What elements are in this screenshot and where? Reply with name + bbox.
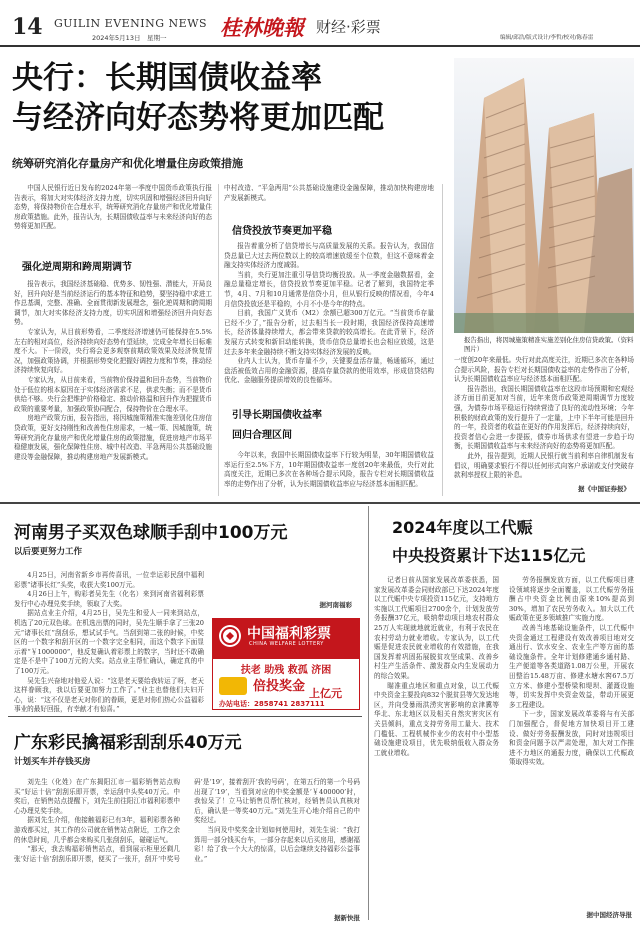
column-divider [368,506,369,920]
ad-phone-row [219,699,325,709]
lottery-ad [212,618,360,710]
article1-para: 目前，我国广义货币（M2）余额已超300万亿元。“当前货币存量已经不少了，”报告分析，过去相当长一段时期，我国经济保持高速增长，经济体量持续增大，都会带来贷款的较高增长。在此背景下，经济发展方式转变和新旧动能转换，货币信贷总量增长也会相应放缓，这是过去多年来金融持续不断支持实体经济发展的反映。 [224,309,434,356]
issue-date: 2024年5月13日 星期一 [92,34,167,42]
article1-para: 当前，央行更加注重引导信贷均衡投放。从一季度金融数据看，金融总量稳定增长，信贷投放节奏更加平稳。记者了解到，我国特定季节，4月、7月和10月通常是信贷小月，但从银行反映的情况看，今年4月信贷投放还是平稳的，小月不小是今年的特点。 [224,270,434,308]
page-number: 14 [12,14,43,40]
article3-signature: 据新快报 [334,914,360,922]
article1-para: 专家认为，从目前来看，当前物价保持温和回升态势，当前物价处于低位的根本原因在于实体经济需求不足，供求失衡；而不是货币供给不够。央行会把维护价格稳定、推动价格温和回升作为把握货币政策的重要考量，加强政策协同配合，保持物价在合理水平。 [14,375,212,413]
article4-para: 劳务报酬发放方面，以工代赈项目建设领域将逐步全面覆盖，以工代赈劳务报酬占中央资金比例由原来10%提高到30%，增加了农民劳务收入。加大以工代赈政策在更多领域推广实施力度。 [509,576,634,623]
ad-promo: 倍投奖金 [253,679,306,694]
main-headline-line2: 与经济向好态势将更加匹配 [12,100,384,136]
article1-para: 今年以来，我国中长期国债收益率下行较为明显，30年期国债收益率运行至2.5%下方，10年期国债收益率一度创20年来最低，央行对此高度关注，近期已多次在各种场合提示风险，报告专栏对长期国债收益率的走势作出了分析，认为长期国债收益率应与经济基本面相匹配。 [224,451,434,488]
article4-headline-line1: 2024年度以工代赈 [392,518,533,537]
main-subtitle: 统筹研究消化存量房产和优化增量住房政策措施 [12,157,243,170]
article2-para: 吴先生兴奋地对他爱人说：“这是老天要给我转运了呀，老天这样眷顾我，我以后要更加努力工作了。”业主也替他们夫妇开心，说：“这不仅是老天对你们的眷顾，更是对你们热心公益福彩事业的最好回报，有幸献才有惊喜。” [14,676,204,714]
article1-signature: 据《中国证券报》 [578,485,630,493]
article3-para: “那天，我去购福彩销售站点，看到展示柜里还剩几张‘好运十倍’刮刮乐即开票，便买了一张开，刮开‘中奖号码’是‘19’，接着刮开‘我的号码’，在第五行的第一个号码出现了‘19’，当看到对应的中奖金额是‘￥400000’时，我惊呆了！立马让销售员帮忙核对，经销售员认真核对后，确认是一等奖40万元。”刘先生开心地介绍自己的中奖经过。 [14,778,360,863]
article1-col3 [454,356,634,482]
column-divider [218,184,219,496]
ad-brand-cn: 中国福利彩票 [247,626,331,642]
article3-headline: 广东彩民擒福彩刮刮乐40万元 [14,733,242,753]
article1-para: 报告着重分析了信贷增长与高质量发展的关系。报告认为，我国信贷总量已大过去两位数以上的较高增速放缓至个位数，但这不意味着金融支持实体经济力度减弱。 [224,242,434,270]
paper-name: GUILIN EVENING NEWS [54,17,208,30]
article1-para: 中村改造、“平急两用”公共基础设施建设金融保障，推动加快构建房地产发展新模式。 [224,184,434,202]
ad-phone-number: 2858741 2837111 [254,700,325,708]
article1-para: 此外，报告提到，近期人民银行就当前利率自律机制发布倡议，明确要求银行不得以任何形式向客户承诺或支付突破存款利率授权上限的补息。 [454,451,634,480]
article1-para: 业内人士认为，货币存量不少，关键要盘活存量，畅通循环，通过盘活被低效占用的金融资源，提高存量贷款的使用效率，形成信贷结构优化、金融服务提质增效的良性循环。 [224,357,434,385]
header-rule [0,45,640,47]
article4-para: 瞄准重点地区和重点对象，以工代赈中央资金主要投向832个脱贫县等欠发达地区，并向受暴雨洪涝灾害影响的京津冀等华北、东北地区以及相关自然灾害灾区有关县倾斜，重点支持劳务用工量大、技术门槛低、工程机械作业少的农村中小型基础设施建设项目，优先吸纳低收入群众务工就业增收。 [374,681,499,757]
article2-para: 据站点业主介绍，4月25日，吴先生和爱人一同来到站点，机选了20元双色球。在机选出票的同时，吴先生顺手拿了三张20元“诸事长红”刮刮乐，想试试手气。当刮到第二张的时候，中奖区的一个数字和刮开区的一个数字完全相同，而这个数字下面显示着“￥1000000”，他反复确认着彩票上的数字，当时还不敢确定是不是中了100万元的大奖。站点业主帮忙确认，确定真的中了100万元。 [14,609,204,675]
lottery-logo-icon [219,625,241,647]
article1-subhead2: 信贷投放节奏更加平稳 [232,226,332,237]
article1-subhead1: 强化逆周期和跨周期调节 [22,262,132,273]
article1-para: 一度创20年来最低。央行对此高度关注，近期已多次在各种场合提示风险，报告专栏对长期国债收益率的走势作出了分析，认为长期国债收益率应与经济基本面相匹配。 [454,356,634,384]
editor-credits: 编辑/邱浩/版式设计/李哲/校对/陈春雷 [500,35,594,41]
ad-banner [213,619,359,659]
article4-para: 改善当地基础设施条件，以工代赈中央资金通过工程建设有效改善项目地对交通出行、饮水安全、农业生产等方面的基础设施条件。全年计划修建通乡通村路、生产便道等各类道路1.08万公里，开展农田整治15.48万亩、修建水塘水窖67.5万立方米、修建小型桥梁和堤坝、灌溉设施等，切实发挥中央资金效益，带动开展更多工程建设。 [509,623,634,709]
building-photo [454,58,634,333]
section-rule [0,502,640,504]
article1-lead: 中国人民银行近日发布的2024年第一季度中国货币政策执行报告表示，将加大对实体经济支持力度，切实巩固和增强经济回升向好态势，将保持物价在合理水平，统筹研究消化存量房产和优化增量住房政策措施。此外，报告认为，长期国债收益率与未来经济向好的态势将更加匹配。 [14,184,212,231]
article4-headline [392,514,585,570]
article1-col2-tail [224,451,434,495]
article3-subtitle: 计划买车并存钱买房 [14,757,91,767]
article3-para: 据刘先生介绍，他接触福彩已有3年，福利彩票各种游戏都买过，其工作的公司就在销售站点附近，工作之余的休息时间，几乎都会来购买几张刮刮乐，碰碰运气。 [14,816,180,844]
paper-logo: 桂林晚報 [220,15,304,40]
photo-caption: 报告指出，将因城施策精准实施差别化住房信贷政策。（资料图片） [464,336,634,353]
article2-para: 4月25日，河南省新乡市再传喜讯，一位幸运彩民刮中福利彩票“诸事长红”头奖，收获大奖100万元。 [14,571,204,589]
article1-para: 专家认为，从目前形势看，二季度经济增速仍可能保持在5.5%左右的相对高位，经济持续向好态势有望延续，完成全年增长目标难度不大。下一阶段，央行将会更多观察前期政策效果及经济恢复情况，加强政策协调，并根据形势变化把握好调控力度和节奏，推动经济持续恢复向好。 [14,327,212,375]
article2-para: 4月26日上午，购彩者吴先生（化名）来到河南省福利彩票发行中心办理兑奖手续，领取了大奖。 [14,590,204,608]
article1-para: 报告表示，我国经济基础稳、优势多、韧性强、潜能大，开局良好，回升向好是当前经济运行的基本特征和趋势，要坚持稳中求进工作总基调，完整、准确、全面贯彻新发展理念，强化逆周期和跨周期调节，加大对实体经济支持力度，切实巩固和增强经济回升向好态势。 [14,280,212,327]
article1-col2 [224,184,434,206]
column-divider [442,184,443,496]
article2-signature: 据河南福彩 [319,601,352,609]
ad-phone-label: 办站电话： [219,700,254,708]
article4-signature: 据中国经济导报 [586,911,632,919]
article4-para: 记者日前从国家发展改革委获悉，国家发展改革委会同财政部已下达2024年度以工代赈中央专项投资115亿元，支持地方实施以工代赈项目2700余个，计划发放劳务报酬37亿元，吸纳带动项目地农村群众25万人实现就地就近就业，有利于农民在农村劳动力就业增收。专家认为，以工代赈是促进农民就业增收的有效措施，在我国发挥着巩固拓展脱贫攻坚成果、改善乡村生产生活条件、激发群众内生发展动力的综合效果。 [374,576,499,680]
article1-col1 [14,184,212,232]
article3-body [14,778,360,916]
main-headline [12,58,384,138]
article4-headline-line2: 中央投资累计下达115亿元 [392,546,586,565]
ad-brand-en: CHINA WELFARE LOTTERY [249,641,324,647]
article1-para: 房地产政策方面，报告指出，将因城施策精准实施差别化住房信贷政策，更好支持刚性和改善性住房需求，一城一策、因城施策，统筹研究消化存量房产和优化增量住房的政策措施，促进房地产市场平稳健康发展，强化保障性住房、城中村改造、平急两用公共基础设施建设等金融保障，推动构建房地产发展新模式。 [14,414,212,461]
ad-slogan: 扶老 助残 救孤 济困 [240,665,332,676]
article2-body-left [14,571,204,714]
article4-body [374,576,634,904]
article1-para: 报告指出，我国长期国债收益率在这段市场预期和宏观经济方面目前更加对当前，近年来货币政策逆周期调节力度较强，为债券市场平稳运行持续营造了良好的流动性环境；今年积极的财政政策的发行提升了一定量，上中下半年可能是回升的一年，投资者的收益在更好的作用发挥后，经济持续向好，投资者信心会进一步提振，债券市场供求有望进一步趋于均衡，长期国债收益率与未来经济向好的态势将更加匹配。 [454,384,634,451]
building-photo-art [454,58,634,333]
section-rule [8,716,362,717]
ad-promo-amount: 上亿元 [309,687,342,700]
page-header [0,0,640,46]
article2-subtitle: 以后要更努力工作 [14,547,83,557]
article1-col2-body [224,242,434,398]
article1-subhead3: 引导长期国债收益率 回归合理区间 [232,410,322,441]
section-name: 财经·彩票 [316,18,381,36]
article1-col1-body [14,280,212,494]
article3-para: 当问及中奖奖金计划如何使用时，刘先生说：“我打算用一部分钱买台车，一部分存起来以后买房用，感谢福彩！给了我一个大大的惊喜，以后会继续支持福彩公益事业。” [194,825,360,863]
article3-para: 刘先生（化姓）在广东揭阳江市一福彩销售站点购买“好运十倍”刮刮乐即开票，幸运刮中头奖40万元。中奖后，在销售站点提醒下，刘先生前往阳江市福利彩票中心办理兑奖手续。 [14,778,180,815]
ad-promo-badge [219,677,247,695]
article4-para: 下一步，国家发展改革委将与有关部门加强配合，督促地方加快项目开工建设、做好劳务报酬发放，同时对违规项目和资金问题予以严肃处理，加大对工作推进不力地区的通报力度，确保以工代赈政策取得实效。 [509,710,634,767]
main-headline-line1: 央行：长期国债收益率 [12,60,322,96]
article2-headline: 河南男子买双色球顺手刮中100万元 [14,523,288,543]
